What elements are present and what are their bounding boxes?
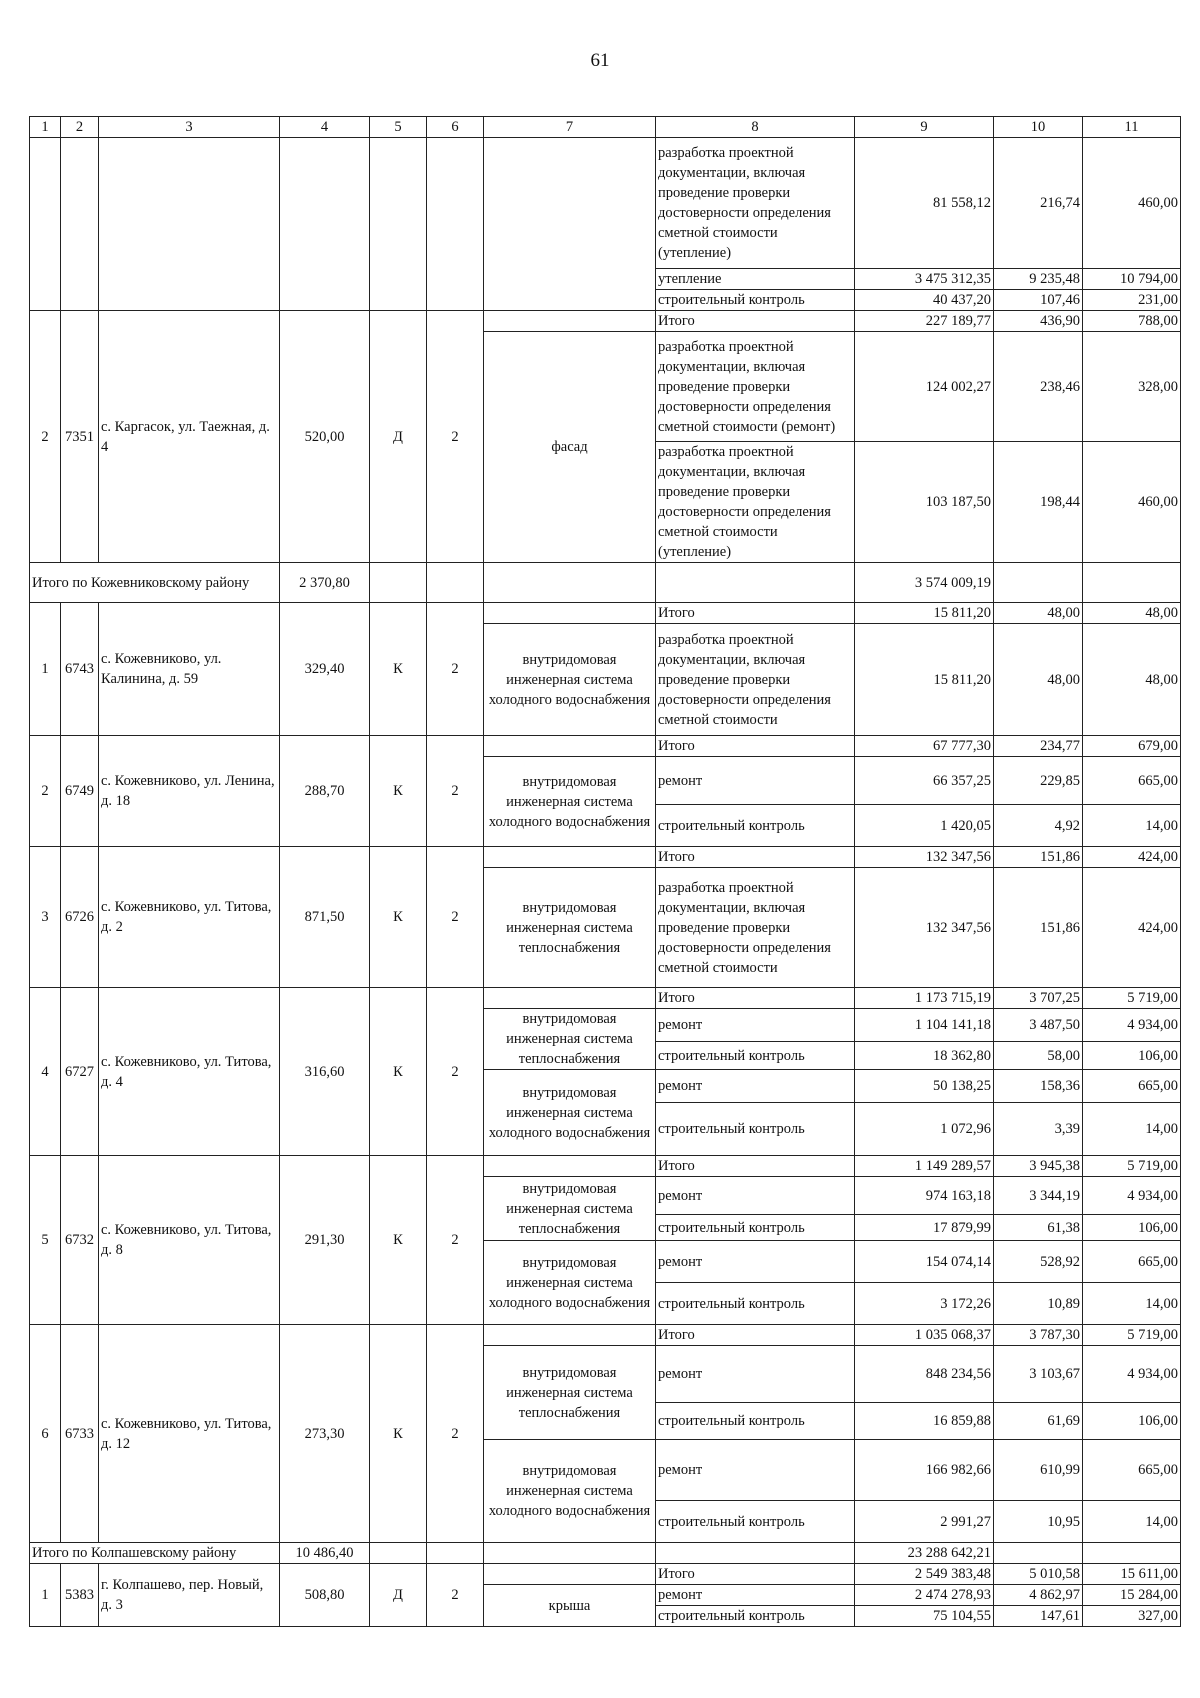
column-number-row — [30, 117, 1181, 138]
system-cell — [484, 988, 656, 1009]
cell-empty — [370, 1543, 427, 1564]
address: с. Каргасок, ул. Таежная, д. 4 — [99, 311, 280, 563]
work-type: строительный контроль — [656, 1403, 855, 1440]
table-row — [30, 311, 1181, 332]
district-total-label: Итого по Кожевниковскому району — [30, 563, 280, 603]
cost-per-m2: 5 010,58 — [994, 1564, 1083, 1585]
max-cost-per-m2: 665,00 — [1083, 757, 1181, 805]
stage: 2 — [427, 311, 484, 563]
cost-value: 81 558,12 — [855, 138, 994, 269]
cost-per-m2: 3 487,50 — [994, 1009, 1083, 1042]
max-cost-per-m2: 14,00 — [1083, 1103, 1181, 1156]
cell-empty — [280, 138, 370, 311]
max-cost-per-m2: 10 794,00 — [1083, 269, 1181, 290]
work-type: Итого — [656, 736, 855, 757]
area: 520,00 — [280, 311, 370, 563]
cell-empty — [427, 1543, 484, 1564]
cell-empty — [484, 138, 656, 311]
cost-value: 103 187,50 — [855, 442, 994, 563]
work-type: разработка проектной документации, включая проведение проверки достоверности определения сметной стоимости (ремонт) — [656, 332, 855, 442]
row-number: 1 — [30, 603, 61, 736]
work-type: Итого — [656, 1564, 855, 1585]
max-cost-per-m2: 327,00 — [1083, 1606, 1181, 1627]
cell-empty — [656, 563, 855, 603]
max-cost-per-m2: 679,00 — [1083, 736, 1181, 757]
address: г. Колпашево, пер. Новый, д. 3 — [99, 1564, 280, 1627]
stage: 2 — [427, 1325, 484, 1543]
max-cost-per-m2: 665,00 — [1083, 1070, 1181, 1103]
cell-empty — [656, 1543, 855, 1564]
area: 871,50 — [280, 847, 370, 988]
max-cost-per-m2: 4 934,00 — [1083, 1177, 1181, 1215]
work-type: строительный контроль — [656, 290, 855, 311]
system: внутридомовая инженерная система теплоснабжения — [484, 1009, 656, 1070]
cost-per-m2: 58,00 — [994, 1042, 1083, 1070]
col-header: 1 — [30, 117, 61, 138]
house-code: 6732 — [61, 1156, 99, 1325]
max-cost-per-m2: 665,00 — [1083, 1241, 1181, 1283]
max-cost-per-m2: 4 934,00 — [1083, 1346, 1181, 1403]
max-cost-per-m2: 4 934,00 — [1083, 1009, 1181, 1042]
cost-value: 1 173 715,19 — [855, 988, 994, 1009]
system: фасад — [484, 332, 656, 563]
work-type: строительный контроль — [656, 1215, 855, 1241]
stage: 2 — [427, 1156, 484, 1325]
cost-value: 2 549 383,48 — [855, 1564, 994, 1585]
cost-value: 15 811,20 — [855, 624, 994, 736]
cost-value: 2 474 278,93 — [855, 1585, 994, 1606]
row-number: 4 — [30, 988, 61, 1156]
repair-type: К — [370, 1325, 427, 1543]
max-cost-per-m2: 15 611,00 — [1083, 1564, 1181, 1585]
cost-per-m2: 229,85 — [994, 757, 1083, 805]
col-header: 5 — [370, 117, 427, 138]
work-type: разработка проектной документации, включая проведение проверки достоверности определения сметной стоимости — [656, 624, 855, 736]
cost-per-m2: 48,00 — [994, 624, 1083, 736]
table-row — [30, 1325, 1181, 1346]
cost-value: 50 138,25 — [855, 1070, 994, 1103]
system: внутридомовая инженерная система холодного водоснабжения — [484, 757, 656, 847]
max-cost-per-m2: 48,00 — [1083, 624, 1181, 736]
work-type: строительный контроль — [656, 1103, 855, 1156]
work-type: строительный контроль — [656, 1606, 855, 1627]
page-number: 61 — [590, 50, 610, 71]
cost-per-m2: 4,92 — [994, 805, 1083, 847]
cost-per-m2: 216,74 — [994, 138, 1083, 269]
work-type: ремонт — [656, 1585, 855, 1606]
district-total-row — [30, 1543, 1181, 1564]
district-total-area: 10 486,40 — [280, 1543, 370, 1564]
cost-per-m2: 10,95 — [994, 1501, 1083, 1543]
cost-value: 17 879,99 — [855, 1215, 994, 1241]
work-type: ремонт — [656, 1440, 855, 1501]
cost-per-m2: 107,46 — [994, 290, 1083, 311]
cost-value: 166 982,66 — [855, 1440, 994, 1501]
cost-value: 974 163,18 — [855, 1177, 994, 1215]
work-type: разработка проектной документации, включая проведение проверки достоверности определения сметной стоимости — [656, 868, 855, 988]
system-cell — [484, 1564, 656, 1585]
capital-repair-table — [29, 116, 1181, 1627]
work-type: Итого — [656, 311, 855, 332]
cost-value: 1 072,96 — [855, 1103, 994, 1156]
area: 316,60 — [280, 988, 370, 1156]
cell-empty — [484, 1543, 656, 1564]
cell-empty — [427, 563, 484, 603]
max-cost-per-m2: 106,00 — [1083, 1215, 1181, 1241]
cost-value: 1 104 141,18 — [855, 1009, 994, 1042]
work-type: ремонт — [656, 1009, 855, 1042]
cost-value: 1 149 289,57 — [855, 1156, 994, 1177]
cost-per-m2: 147,61 — [994, 1606, 1083, 1627]
table-row — [30, 138, 1181, 269]
max-cost-per-m2: 5 719,00 — [1083, 1156, 1181, 1177]
address: с. Кожевниково, ул. Калинина, д. 59 — [99, 603, 280, 736]
table-row — [30, 988, 1181, 1009]
work-type: строительный контроль — [656, 1501, 855, 1543]
cost-per-m2: 48,00 — [994, 603, 1083, 624]
row-number: 3 — [30, 847, 61, 988]
house-code: 6727 — [61, 988, 99, 1156]
district-total-label: Итого по Колпашевскому району — [30, 1543, 280, 1564]
area: 273,30 — [280, 1325, 370, 1543]
col-header: 6 — [427, 117, 484, 138]
stage: 2 — [427, 736, 484, 847]
system: внутридомовая инженерная система холодного водоснабжения — [484, 1070, 656, 1156]
cost-value: 15 811,20 — [855, 603, 994, 624]
max-cost-per-m2: 106,00 — [1083, 1403, 1181, 1440]
cost-per-m2: 151,86 — [994, 847, 1083, 868]
work-type: Итого — [656, 603, 855, 624]
system: внутридомовая инженерная система холодного водоснабжения — [484, 1241, 656, 1325]
cell-empty — [99, 138, 280, 311]
system: внутридомовая инженерная система теплоснабжения — [484, 868, 656, 988]
work-type: ремонт — [656, 1177, 855, 1215]
system: внутридомовая инженерная система теплоснабжения — [484, 1177, 656, 1241]
system: внутридомовая инженерная система теплоснабжения — [484, 1346, 656, 1440]
system-cell — [484, 847, 656, 868]
cost-per-m2: 4 862,97 — [994, 1585, 1083, 1606]
cost-per-m2: 61,38 — [994, 1215, 1083, 1241]
cost-value: 154 074,14 — [855, 1241, 994, 1283]
district-total-cost: 23 288 642,21 — [855, 1543, 994, 1564]
max-cost-per-m2: 788,00 — [1083, 311, 1181, 332]
repair-type: К — [370, 847, 427, 988]
repair-type: К — [370, 603, 427, 736]
cost-per-m2: 198,44 — [994, 442, 1083, 563]
address: с. Кожевниково, ул. Титова, д. 4 — [99, 988, 280, 1156]
cost-value: 18 362,80 — [855, 1042, 994, 1070]
cell-empty — [427, 138, 484, 311]
cell-empty — [484, 563, 656, 603]
cost-per-m2: 436,90 — [994, 311, 1083, 332]
cell-empty — [61, 138, 99, 311]
cost-per-m2: 528,92 — [994, 1241, 1083, 1283]
cost-per-m2: 3 344,19 — [994, 1177, 1083, 1215]
address: с. Кожевниково, ул. Титова, д. 12 — [99, 1325, 280, 1543]
work-type: Итого — [656, 1156, 855, 1177]
system-cell — [484, 1325, 656, 1346]
cost-value: 227 189,77 — [855, 311, 994, 332]
col-header: 3 — [99, 117, 280, 138]
max-cost-per-m2: 424,00 — [1083, 847, 1181, 868]
system: крыша — [484, 1585, 656, 1627]
work-type: ремонт — [656, 1070, 855, 1103]
cell-empty — [994, 563, 1083, 603]
table-row — [30, 603, 1181, 624]
work-type: Итого — [656, 988, 855, 1009]
stage: 2 — [427, 603, 484, 736]
work-type: ремонт — [656, 757, 855, 805]
col-header: 2 — [61, 117, 99, 138]
cost-value: 132 347,56 — [855, 847, 994, 868]
cost-value: 1 035 068,37 — [855, 1325, 994, 1346]
table-row — [30, 1564, 1181, 1585]
work-type: строительный контроль — [656, 1283, 855, 1325]
max-cost-per-m2: 5 719,00 — [1083, 1325, 1181, 1346]
work-type: утепление — [656, 269, 855, 290]
cost-per-m2: 3,39 — [994, 1103, 1083, 1156]
house-code: 5383 — [61, 1564, 99, 1627]
cost-value: 66 357,25 — [855, 757, 994, 805]
address: с. Кожевниково, ул. Ленина, д. 18 — [99, 736, 280, 847]
max-cost-per-m2: 5 719,00 — [1083, 988, 1181, 1009]
cost-per-m2: 238,46 — [994, 332, 1083, 442]
col-header: 8 — [656, 117, 855, 138]
stage: 2 — [427, 847, 484, 988]
repair-type: К — [370, 1156, 427, 1325]
max-cost-per-m2: 14,00 — [1083, 805, 1181, 847]
max-cost-per-m2: 106,00 — [1083, 1042, 1181, 1070]
cost-value: 75 104,55 — [855, 1606, 994, 1627]
cost-value: 3 172,26 — [855, 1283, 994, 1325]
cell-empty — [370, 563, 427, 603]
table-row — [30, 1156, 1181, 1177]
max-cost-per-m2: 424,00 — [1083, 868, 1181, 988]
system-cell — [484, 603, 656, 624]
cell-empty — [370, 138, 427, 311]
cost-per-m2: 151,86 — [994, 868, 1083, 988]
cost-per-m2: 234,77 — [994, 736, 1083, 757]
cost-per-m2: 3 103,67 — [994, 1346, 1083, 1403]
area: 288,70 — [280, 736, 370, 847]
work-type: Итого — [656, 847, 855, 868]
max-cost-per-m2: 328,00 — [1083, 332, 1181, 442]
cost-value: 40 437,20 — [855, 290, 994, 311]
max-cost-per-m2: 15 284,00 — [1083, 1585, 1181, 1606]
cost-value: 16 859,88 — [855, 1403, 994, 1440]
row-number: 2 — [30, 311, 61, 563]
cell-empty — [1083, 1543, 1181, 1564]
area: 329,40 — [280, 603, 370, 736]
system-cell — [484, 736, 656, 757]
col-header: 10 — [994, 117, 1083, 138]
repair-type: К — [370, 736, 427, 847]
row-number: 5 — [30, 1156, 61, 1325]
col-header: 9 — [855, 117, 994, 138]
district-total-row — [30, 563, 1181, 603]
repair-type: К — [370, 988, 427, 1156]
cell-empty — [1083, 563, 1181, 603]
house-code: 6726 — [61, 847, 99, 988]
cost-per-m2: 9 235,48 — [994, 269, 1083, 290]
cost-value: 1 420,05 — [855, 805, 994, 847]
work-type: ремонт — [656, 1346, 855, 1403]
system: внутридомовая инженерная система холодного водоснабжения — [484, 1440, 656, 1543]
cost-per-m2: 3 707,25 — [994, 988, 1083, 1009]
work-type: разработка проектной документации, включая проведение проверки достоверности определения сметной стоимости (утепление) — [656, 442, 855, 563]
cost-per-m2: 610,99 — [994, 1440, 1083, 1501]
house-code: 6749 — [61, 736, 99, 847]
col-header: 7 — [484, 117, 656, 138]
row-number: 6 — [30, 1325, 61, 1543]
address: с. Кожевниково, ул. Титова, д. 8 — [99, 1156, 280, 1325]
cost-per-m2: 3 787,30 — [994, 1325, 1083, 1346]
table-row — [30, 736, 1181, 757]
cost-value: 3 475 312,35 — [855, 269, 994, 290]
house-code: 7351 — [61, 311, 99, 563]
stage: 2 — [427, 1564, 484, 1627]
cost-per-m2: 3 945,38 — [994, 1156, 1083, 1177]
repair-type: Д — [370, 1564, 427, 1627]
area: 508,80 — [280, 1564, 370, 1627]
col-header: 11 — [1083, 117, 1181, 138]
cost-value: 2 991,27 — [855, 1501, 994, 1543]
repair-type: Д — [370, 311, 427, 563]
district-total-area: 2 370,80 — [280, 563, 370, 603]
cost-per-m2: 10,89 — [994, 1283, 1083, 1325]
max-cost-per-m2: 14,00 — [1083, 1501, 1181, 1543]
system: внутридомовая инженерная система холодного водоснабжения — [484, 624, 656, 736]
row-number: 2 — [30, 736, 61, 847]
max-cost-per-m2: 665,00 — [1083, 1440, 1181, 1501]
house-code: 6733 — [61, 1325, 99, 1543]
system-cell — [484, 311, 656, 332]
work-type: строительный контроль — [656, 1042, 855, 1070]
cell-empty — [994, 1543, 1083, 1564]
cost-value: 67 777,30 — [855, 736, 994, 757]
work-type: Итого — [656, 1325, 855, 1346]
table-row — [30, 847, 1181, 868]
max-cost-per-m2: 14,00 — [1083, 1283, 1181, 1325]
house-code: 6743 — [61, 603, 99, 736]
cost-per-m2: 158,36 — [994, 1070, 1083, 1103]
system-cell — [484, 1156, 656, 1177]
max-cost-per-m2: 48,00 — [1083, 603, 1181, 624]
stage: 2 — [427, 988, 484, 1156]
cost-value: 124 002,27 — [855, 332, 994, 442]
cell-empty — [30, 138, 61, 311]
cost-per-m2: 61,69 — [994, 1403, 1083, 1440]
district-total-cost: 3 574 009,19 — [855, 563, 994, 603]
cost-value: 132 347,56 — [855, 868, 994, 988]
work-type: ремонт — [656, 1241, 855, 1283]
area: 291,30 — [280, 1156, 370, 1325]
max-cost-per-m2: 231,00 — [1083, 290, 1181, 311]
work-type: строительный контроль — [656, 805, 855, 847]
work-type: разработка проектной документации, включая проведение проверки достоверности определения сметной стоимости (утепление) — [656, 138, 855, 269]
col-header: 4 — [280, 117, 370, 138]
cost-value: 848 234,56 — [855, 1346, 994, 1403]
row-number: 1 — [30, 1564, 61, 1627]
address: с. Кожевниково, ул. Титова, д. 2 — [99, 847, 280, 988]
max-cost-per-m2: 460,00 — [1083, 442, 1181, 563]
max-cost-per-m2: 460,00 — [1083, 138, 1181, 269]
